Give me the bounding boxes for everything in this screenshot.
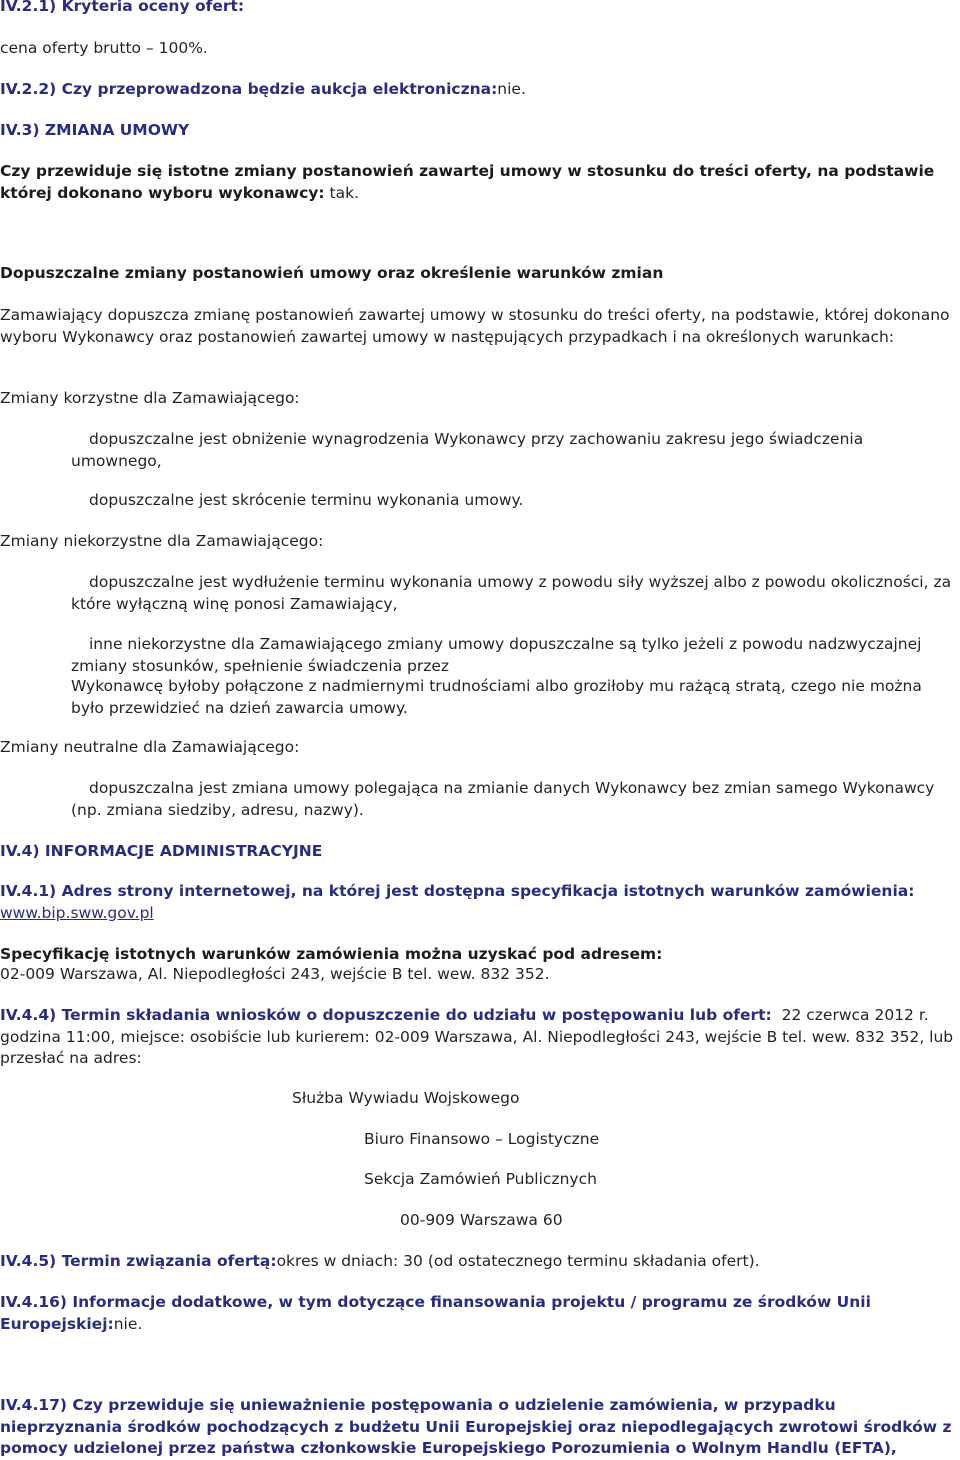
- cancel-question: IV.4.17) Czy przewiduje się unieważnienie postępowania o udzielenie zamówienia, w przypadku nieprzyznania środków pochodzących z budżetu Unii Europejskiej oraz niepodlegających zwrotowi środków z pomocy udzielonej przez państwa członkowskie Europejskiego Porozumienia o Wolnym Handlu (EFTA),: [0, 1396, 952, 1457]
- list-item: dopuszczalne jest skrócenie terminu wykonania umowy.: [89, 491, 524, 509]
- section-title-admin: IV.4) INFORMACJE ADMINISTRACYJNE: [0, 842, 323, 860]
- binding-value: okres w dniach: 30 (od ostatecznego terminu składania ofert).: [276, 1252, 760, 1270]
- auction-row: [0, 79, 958, 101]
- list-item: dopuszczalne jest wydłużenie terminu wykonania umowy z powodu siły wyższej albo z powodu okoliczności, za które wyłączną winę ponosi Zamawiający,: [71, 573, 952, 613]
- section-title-contract-change: IV.3) ZMIANA UMOWY: [0, 121, 190, 139]
- list-item: dopuszczalne jest obniżenie wynagrodzenia Wykonawcy przy zachowaniu zakresu jego świadczenia umownego,: [71, 430, 864, 470]
- deadline-value: 22 czerwca 2012 r. godzina 11:00, miejsce: osobiście lub kurierem: 02-009 Warszawa, Al. Niepodległości 243, wejście B tel. wew. 832 352, lub przesłać na adres:: [0, 1006, 954, 1067]
- address-line: 00-909 Warszawa 60: [400, 1211, 563, 1229]
- spec-address-label: Specyfikację istotnych warunków zamówienia można uzyskać pod adresem:: [0, 945, 663, 963]
- spec-url-label: IV.4.1) Adres strony internetowej, na której jest dostępna specyfikacja istotnych warunków zamówienia:: [0, 882, 915, 900]
- binding-row: [0, 1251, 958, 1273]
- contract-change-question-row: [0, 161, 958, 204]
- criteria-value: cena oferty brutto – 100%.: [0, 39, 208, 57]
- address-line: Biuro Finansowo – Logistyczne: [364, 1130, 600, 1148]
- deadline-label: IV.4.4) Termin składania wniosków o dopuszczenie do udziału w postępowaniu lub ofert:: [0, 1006, 772, 1024]
- spec-address: 02-009 Warszawa, Al. Niepodległości 243, wejście B tel. wew. 832 352.: [0, 965, 550, 983]
- unfavorable-changes-label: Zmiany niekorzystne dla Zamawiającego:: [0, 532, 324, 550]
- extra-info-value: nie.: [113, 1314, 143, 1333]
- auction-value: nie.: [497, 80, 526, 98]
- allowed-changes-intro: Zamawiający dopuszcza zmianę postanowień zawartej umowy w stosunku do treści oferty, na podstawie, której dokonano wyboru Wykonawcy oraz postanowień zawartej umowy w następujących przypadkach i na określonych warunkach:: [0, 306, 950, 346]
- contract-change-question: Czy przewiduje się istotne zmiany postanowień zawartej umowy w stosunku do treści oferty, na podstawie której dokonano wyboru wykonawcy:: [0, 162, 935, 202]
- address-line: Sekcja Zamówień Publicznych: [364, 1170, 597, 1188]
- section-title-criteria: IV.2.1) Kryteria oceny ofert:: [0, 0, 245, 15]
- list-item: dopuszczalna jest zmiana umowy polegająca na zmianie danych Wykonawcy bez zmian samego Wykonawcy (np. zmiana siedziby, adresu, nazwy).: [71, 779, 935, 819]
- list-item-continuation: Wykonawcę byłoby połączone z nadmiernymi trudnościami albo groziłoby mu rażącą stratą, czego nie można było przewidzieć na dzień zawarcia umowy.: [71, 677, 922, 717]
- spec-url-link[interactable]: www.bip.sww.gov.pl: [0, 903, 154, 922]
- extra-info-label: IV.4.16) Informacje dodatkowe, w tym dotyczące finansowania projektu / programu ze środków Unii Europejskiej:: [0, 1293, 871, 1333]
- deadline-row: [0, 1005, 958, 1070]
- address-line: Służba Wywiadu Wojskowego: [292, 1089, 520, 1107]
- allowed-changes-heading: Dopuszczalne zmiany postanowień umowy oraz określenie warunków zmian: [0, 264, 664, 282]
- extra-info-row: [0, 1292, 958, 1335]
- list-item: inne niekorzystne dla Zamawiającego zmiany umowy dopuszczalne są tylko jeżeli z powodu nadzwyczajnej zmiany stosunków, spełnienie świadczenia przez: [71, 635, 922, 675]
- neutral-changes-label: Zmiany neutralne dla Zamawiającego:: [0, 738, 300, 756]
- contract-change-answer: tak.: [329, 183, 360, 202]
- favorable-changes-label: Zmiany korzystne dla Zamawiającego:: [0, 389, 300, 407]
- spec-url-row: [0, 881, 958, 924]
- binding-label: IV.4.5) Termin związania ofertą:: [0, 1252, 277, 1270]
- auction-label: IV.2.2) Czy przeprowadzona będzie aukcja elektroniczna:: [0, 80, 498, 98]
